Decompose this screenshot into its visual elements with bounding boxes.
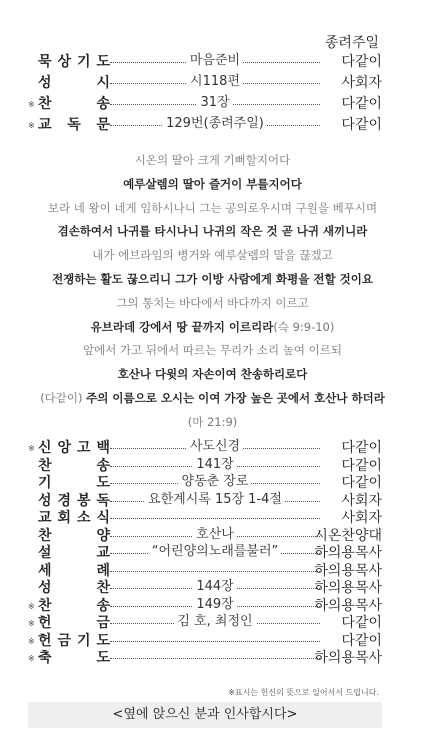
order-item-responsible: 사회자 — [341, 510, 382, 526]
order-item-text: “어린양의노래를불러” — [149, 544, 282, 559]
reading-line — [0, 152, 425, 168]
label-char: 시 — [96, 75, 110, 91]
order-item-responsible: 다같이 — [341, 457, 382, 474]
order-item-responsible: 다같이 — [341, 96, 382, 112]
label-char: 축 — [38, 650, 52, 666]
label-char: 설 — [38, 545, 52, 561]
reading-line — [0, 414, 425, 430]
reading-text: 시온의 딸아 크게 기뻐할지어다 — [134, 153, 291, 167]
label-char: 봉 — [76, 492, 91, 509]
label-char: 기 — [76, 632, 91, 649]
order-item-text: 시118편 — [187, 74, 243, 89]
reading-text: 보라 네 왕이 네게 임하시나니 그는 공의로우시며 구원을 베푸시며 — [47, 200, 378, 215]
label-char: 도 — [96, 475, 110, 491]
reading-text: 호산나 다윗의 자손이여 찬송하리로다 — [117, 367, 308, 382]
order-item-responsible: 다같이 — [341, 475, 382, 491]
order-item-label — [38, 648, 110, 668]
order-item-label — [38, 115, 110, 135]
reading-text: 주의 이름으로 오시는 이여 가장 높은 곳에서 호산나 하더라 — [86, 391, 385, 405]
label-char: 송 — [96, 597, 110, 614]
order-row — [28, 73, 382, 93]
order-row — [28, 115, 382, 135]
service-title: 종려주일 — [324, 35, 379, 51]
stand-mark: ※ — [28, 121, 35, 130]
label-char: 찬 — [96, 580, 110, 596]
footnote: ※표시는 헌신의 뜻으로 일어서서 드립니다. — [228, 688, 379, 697]
label-char: 앙 — [57, 440, 72, 456]
label-char: 신 — [38, 440, 52, 456]
stand-mark: ※ — [28, 654, 35, 663]
reading-text: 예루살렘의 딸아 즐거이 부를지어다 — [123, 176, 302, 191]
reading-text: 내가 에브라임의 병거와 예루살렘의 말을 끊겠고 — [92, 248, 333, 263]
order-item-text: 31장 — [197, 95, 232, 110]
order-item-responsible: 하의용목사 — [314, 545, 382, 561]
stand-mark: ※ — [28, 601, 35, 611]
reading-line — [0, 366, 425, 382]
order-item-responsible: 사회자 — [341, 75, 382, 91]
order-item-content — [110, 648, 320, 668]
label-char: 찬 — [38, 597, 52, 614]
order-row — [28, 648, 382, 668]
label-char: 찬 — [38, 96, 52, 112]
order-item-responsible: 다같이 — [341, 632, 382, 649]
order-item-responsible: 다같이 — [341, 54, 382, 70]
order-item-responsible: 하의용목사 — [314, 650, 382, 666]
reading-text: 그의 통치는 바다에서 바다까지 이르고 — [116, 295, 309, 310]
label-char: 상 — [57, 54, 72, 70]
order-item-responsible: 다같이 — [341, 615, 382, 631]
label-char: 기 — [38, 475, 52, 491]
label-char: 묵 — [38, 54, 52, 70]
reading-line — [0, 390, 425, 406]
label-char: 회 — [57, 510, 72, 526]
label-char: 식 — [96, 510, 110, 526]
label-char: 문 — [96, 117, 110, 133]
stand-mark: ※ — [28, 100, 35, 109]
reading-text: (마 21:9) — [187, 414, 238, 429]
label-char: 송 — [96, 96, 110, 112]
order-row — [28, 94, 382, 114]
reading-line — [0, 223, 425, 239]
label-char: 독 — [67, 117, 81, 133]
label-char: 성 — [38, 492, 52, 509]
order-item-text: 호산나 — [193, 527, 237, 542]
reading-line — [0, 176, 425, 192]
order-item-text: 144장 — [193, 579, 236, 594]
order-item-label — [38, 73, 110, 93]
label-char: 헌 — [38, 615, 52, 631]
label-char: 교 — [38, 117, 52, 133]
reading-line — [0, 295, 425, 311]
reading-line — [0, 271, 425, 287]
reading-text: 전쟁하는 활도 끊으리니 그가 이방 사람에게 화평을 전할 것이요 — [52, 272, 373, 286]
order-item-label — [38, 52, 110, 72]
order-item-responsible: 하의용목사 — [314, 580, 382, 596]
order-item-text: 마음준비 — [187, 53, 243, 68]
reading-prefix: (다같이) — [40, 391, 87, 405]
label-char: 양 — [96, 527, 110, 544]
order-item-responsible: 사회자 — [341, 492, 382, 509]
order-item-text: 141장 — [193, 457, 236, 472]
label-char: 금 — [96, 615, 110, 631]
order-item-text: 김 호, 최정인 — [174, 614, 255, 629]
label-char: 헌 — [38, 632, 52, 649]
label-char: 찬 — [38, 457, 52, 474]
order-item-content — [110, 94, 320, 114]
label-char: 송 — [96, 457, 110, 474]
reading-text: 겸손하여서 나귀를 타시나니 나귀의 작은 것 곧 나귀 새끼니라 — [57, 224, 368, 239]
order-item-content — [110, 115, 320, 135]
order-item-responsible: 다같이 — [341, 117, 382, 133]
reading-line — [0, 247, 425, 263]
label-char: 세 — [38, 562, 52, 579]
label-char: 도 — [96, 650, 110, 666]
order-item-text: 사도신경 — [187, 439, 243, 454]
label-char: 례 — [96, 562, 110, 579]
label-char: 경 — [57, 492, 72, 509]
label-char: 소 — [76, 510, 91, 526]
label-char: 찬 — [38, 527, 52, 544]
order-item-responsible: 다같이 — [341, 440, 382, 456]
order-item-text: 양동춘 장로 — [179, 474, 252, 489]
label-char: 성 — [38, 580, 52, 596]
reading-text: 앞에서 가고 뒤에서 따르는 무리가 소리 높여 이르되 — [83, 343, 342, 358]
label-char: 금 — [57, 632, 72, 649]
greeting-banner: <옆에 앉으신 분과 인사합시다> — [28, 702, 382, 728]
reading-line — [0, 319, 425, 335]
label-char: 도 — [96, 54, 110, 70]
label-char: 고 — [76, 440, 91, 456]
label-char: 도 — [96, 632, 110, 649]
order-item-text: 129번(종려주일) — [163, 116, 267, 131]
reading-text: 유브라데 강에서 땅 끝까지 이르리라 — [90, 319, 274, 334]
order-item-responsible: 하의용목사 — [314, 562, 382, 579]
label-char: 성 — [38, 75, 52, 91]
scripture-reference: (슥 9:9-10) — [273, 319, 335, 334]
stand-mark: ※ — [28, 444, 35, 453]
stand-mark: ※ — [28, 619, 35, 628]
order-item-text: 요한계시록 15장 1-4절 — [145, 492, 285, 507]
order-item-responsible: 시온찬양대 — [314, 527, 382, 544]
order-item-content — [110, 52, 320, 72]
order-item-text: 149장 — [193, 597, 236, 612]
stand-mark: ※ — [28, 636, 35, 646]
reading-line — [0, 342, 425, 358]
label-char: 기 — [76, 54, 91, 70]
label-char: 백 — [96, 440, 110, 456]
order-item-responsible: 하의용목사 — [314, 597, 382, 614]
label-char: 교 — [96, 545, 110, 561]
order-row — [28, 52, 382, 72]
order-item-content — [110, 73, 320, 93]
label-char: 교 — [38, 510, 52, 526]
label-char: 독 — [96, 492, 110, 509]
order-item-label — [38, 94, 110, 114]
reading-line — [0, 200, 425, 216]
